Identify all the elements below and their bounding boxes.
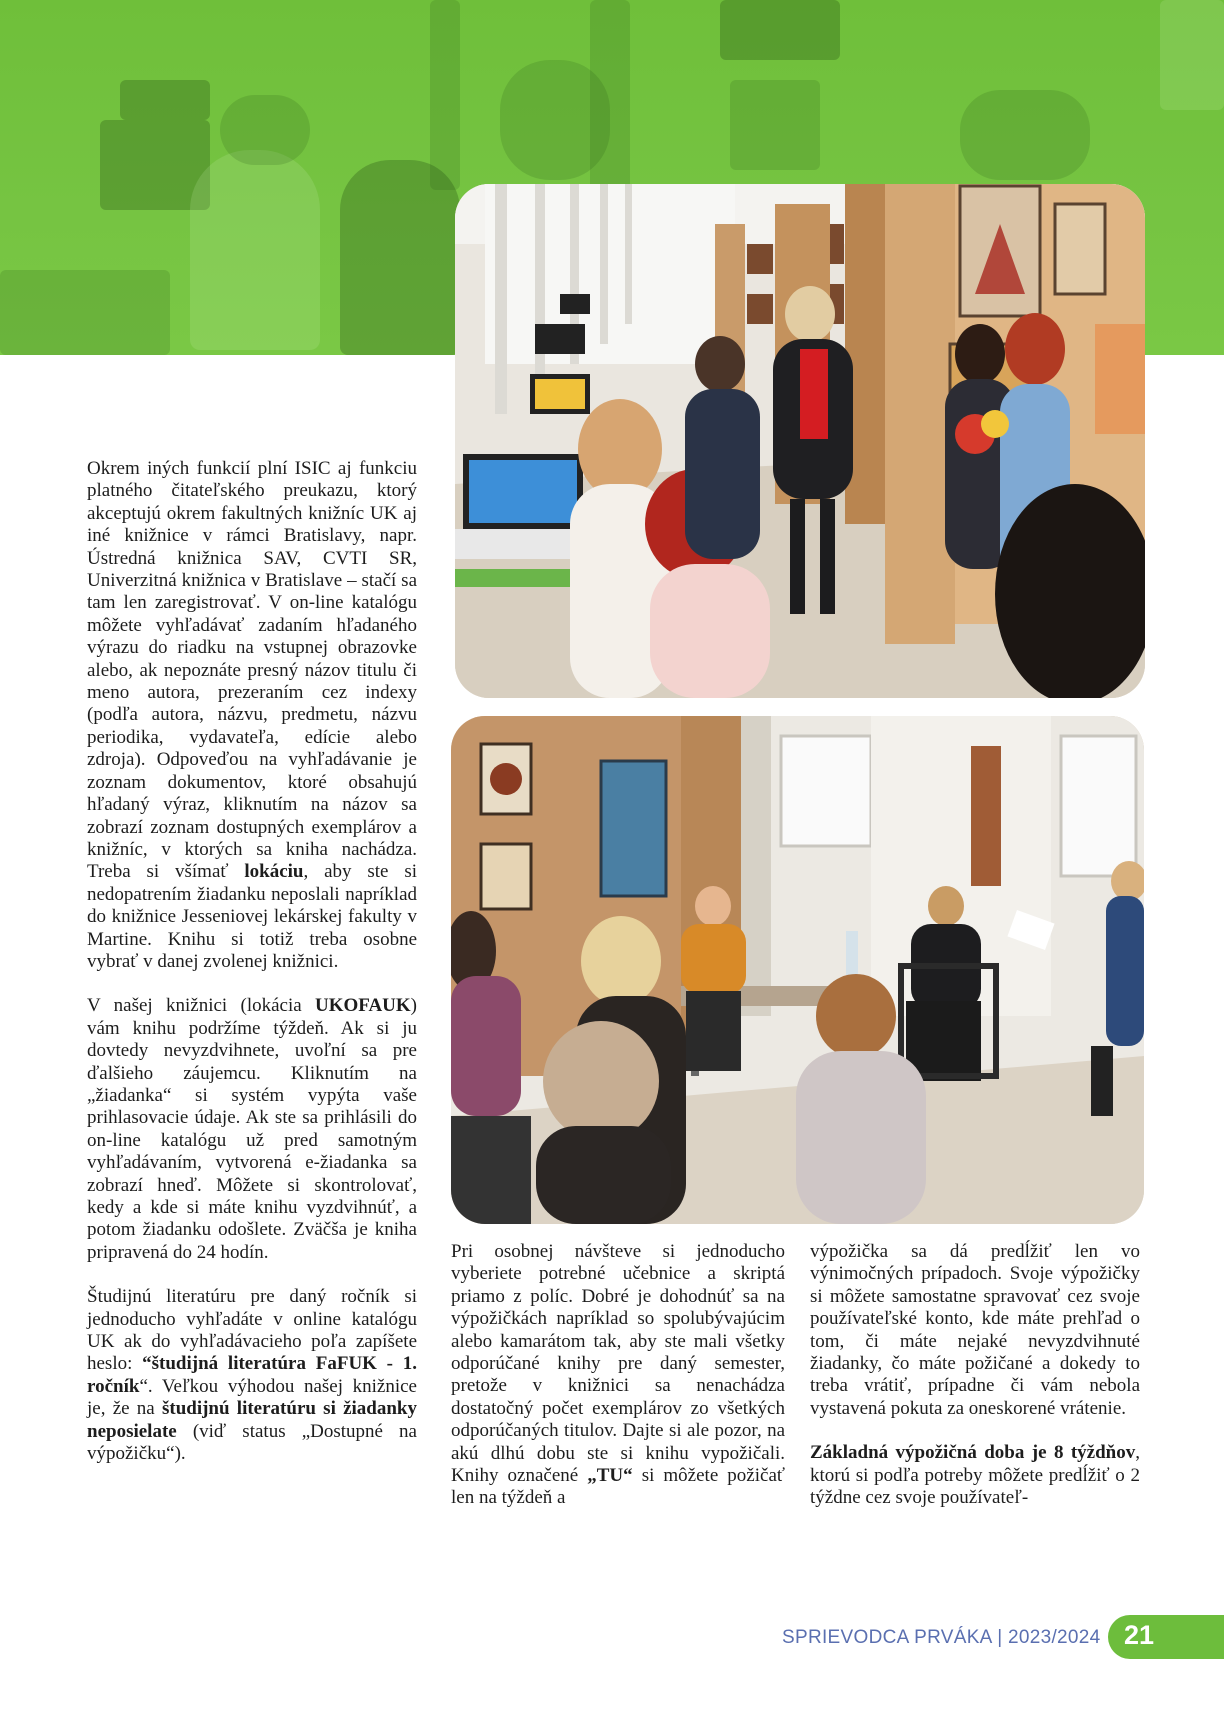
- paragraph-extension: výpožička sa dá predĺžiť len vo výnimočných prípadoch. Svoje výpožičky si môžete samostatne spravovať cez svoje používateľské konto, kde máte prehľad o tom, či máte nejaké nevyzdvihnuté žiadanky, čo máte požičané a dokedy to treba vrátiť, prípadne či vám nebola vystavená pokuta za oneskorené vrátenie.: [810, 1241, 1140, 1419]
- paragraph-reservation: V našej knižnici (lokácia UKOFAUK) vám knihu podržíme týždeň. Ak si ju dovtedy nevyzdvihnete, uvoľní sa pre ďalšieho záujemcu. Kliknutím na „žiadanka“ si systém vypýta vaše prihlasovacie údaje. Ak ste sa prihlásili do on-line katalógu už pred samotným vyhľadávaním, vytvorená e-žiadanka sa zobrazí hneď. Môžete si skontrolovať, kedy a kde si máte knihu vyzdvihnúť, a potom žiadanku odošlete. Zväčša je kniha pripravená do 24 hodín.: [87, 995, 417, 1263]
- article-column-3: [810, 1241, 1140, 1531]
- article-column-1: [87, 458, 417, 1487]
- library-event-photo-seated: [451, 716, 1144, 1224]
- article-column-2: [451, 1241, 785, 1532]
- library-event-photo-standing: [455, 184, 1145, 698]
- page-number: 21: [1124, 1620, 1155, 1650]
- paragraph-study-literature: Študijnú literatúru pre daný ročník si jednoducho vyhľadáte v online katalógu UK ak do vyhľadávacieho poľa zapíšete heslo: “študijná literatúra FaFUK - 1. ročník“. Veľkou výhodou našej knižnice je, že na študijnú literatúru si žiadanky neposielate (viď status „Dostupné na výpožičku“).: [87, 1286, 417, 1465]
- paragraph-loan-period: Základná výpožičná doba je 8 týždňov, ktorú si podľa potreby môžete predĺžiť o 2 týždne cez svoje používateľ-: [810, 1442, 1140, 1509]
- paragraph-isic: Okrem iných funkcií plní ISIC aj funkciu platného čitateľského preukazu, ktorý akceptujú okrem fakultných knižníc UK aj iné knižnice v rámci Bratislavy, napr. Ústredná knižnica SAV, CVTI SR, Univerzitná knižnica v Bratislave – stačí sa tam len zaregistrovať. V on-line katalógu môžete vyhľadávať zadaním hľadaného výrazu do riadku na vstupnej obrazovke alebo, ak nepoznáte presný názov titulu či meno autora, prezeraním cez indexy (podľa autora, názvu, predmetu, názvu periodika, vydavateľa, edície alebo zdroja). Odpoveďou na vyhľadávanie je zoznam dokumentov, ktoré obsahujú hľadaný výraz, kliknutím na názov sa zobrazí zoznam dostupných exemplárov a knižníc, v ktorých sa kniha nachádza. Treba si všímať lokáciu, aby ste si nedopatrením žiadanku neposlali napríklad do knižnice Jesseniovej lekárskej fakulty v Martine. Knihu si totiž treba osobne vybrať v danej zvolenej knižnici.: [87, 458, 417, 972]
- paragraph-personal-visit: Pri osobnej návšteve si jednoducho vyberiete potrebné učebnice a skriptá priamo z políc. Dobré je dohodnúť sa na výpožičkách napríklad so spolubývajúcim alebo kamarátom tak, aby ste mali všetky odporúčané knihy pre daný semester, pretože v knižnici sa nenachádza dostatočný počet exemplárov zo všetkých odporúčaných titulov. Dajte si ale pozor, na akú dlhú dobu ste si knihu vypožičali. Knihy označené „TU“ si môžete požičať len na týždeň a: [451, 1241, 785, 1509]
- footer-publication-title: SPRIEVODCA PRVÁKA | 2023/2024: [782, 1627, 1101, 1648]
